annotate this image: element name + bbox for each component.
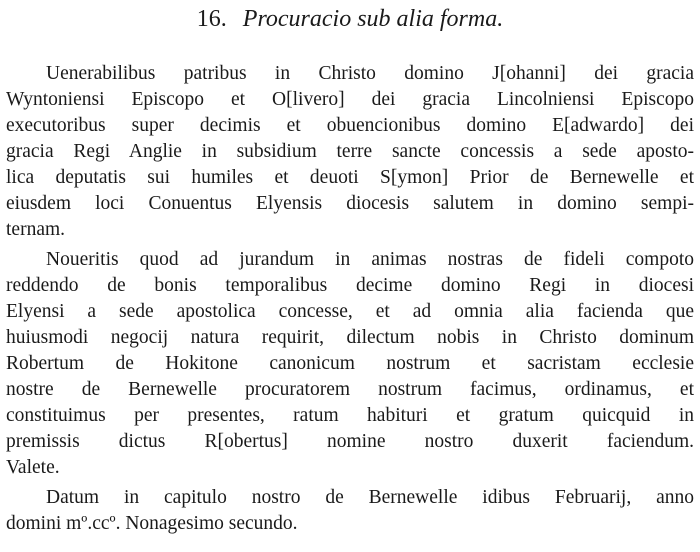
text-line: eiusdem loci Conuentus Elyensis diocesis salutem in domino sempi-: [6, 193, 694, 214]
text-line: Datum in capitulo nostro de Bernewelle idibus Februarij, anno: [46, 487, 694, 508]
text-line: domini mº.ccº. Nonagesimo secundo.: [6, 513, 298, 534]
text-line: gracia Regi Anglie in subsidium terre sancte concessis a sede aposto-: [6, 141, 694, 162]
text-line: Noueritis quod ad jurandum in animas nostras de fideli compoto: [46, 249, 694, 270]
text-line: premissis dictus R[obertus] nomine nostro duxerit faciendum.: [6, 431, 694, 452]
text-line: Valete.: [6, 457, 60, 478]
section-heading: [0, 4, 700, 34]
section-title: Procuracio sub alia forma.: [242, 6, 504, 32]
text-line: ternam.: [6, 219, 66, 240]
text-line: constituimus per presentes, ratum habituri et gratum quicquid in: [6, 405, 694, 426]
text-line: Robertum de Hokitone canonicum nostrum et sacristam ecclesie: [6, 353, 694, 374]
text-line: huiusmodi negocij natura requirit, dilectum nobis in Christo dominum: [6, 327, 694, 348]
text-line: Uenerabilibus patribus in Christo domino J[ohanni] dei gracia: [46, 63, 694, 84]
text-line: Wyntoniensi Episcopo et O[livero] dei gracia Lincolniensi Episcopo: [6, 89, 694, 110]
text-line: Elyensi a sede apostolica concesse, et ad omnia alia facienda que: [6, 301, 694, 322]
text-line: reddendo de bonis temporalibus decime domino Regi in diocesi: [6, 275, 694, 296]
text-line: nostre de Bernewelle procuratorem nostrum facimus, ordinamus, et: [6, 379, 694, 400]
text-line: lica deputatis sui humiles et deuoti S[ymon] Prior de Bernewelle et: [6, 167, 694, 188]
text-line: executoribus super decimis et obuencionibus domino E[adwardo] dei: [6, 115, 694, 136]
section-number: 16.: [196, 6, 227, 32]
